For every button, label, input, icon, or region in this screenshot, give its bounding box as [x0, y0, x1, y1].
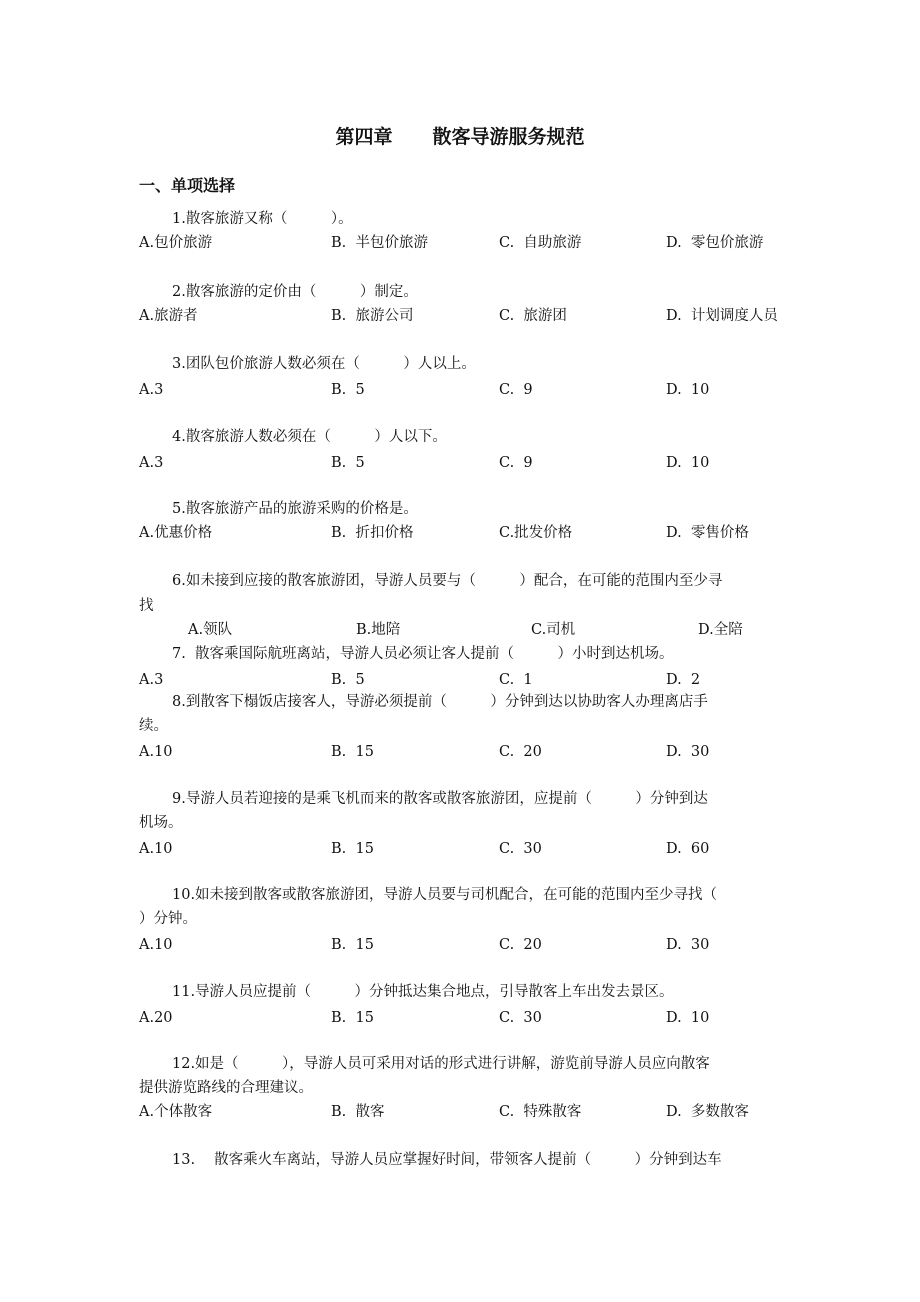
question-text: 11.导游人员应提前（ ）分钟抵达集合地点，引导散客上车出发去景区。 [172, 984, 674, 1000]
question-text-continued: 机场。 [139, 815, 183, 831]
chapter-name: 散客导游服务规范 [432, 126, 585, 148]
question-text: 5.散客旅游产品的旅游采购的价格是。 [172, 501, 418, 517]
answer-option-c: C.司机 [531, 622, 576, 638]
section-heading: 一、单项选择 [139, 176, 236, 195]
answer-option-d: D. 60 [666, 841, 710, 857]
answer-option-c: C. 1 [499, 672, 533, 688]
question-text: 12.如是（ ），导游人员可采用对话的形式进行讲解，游览前导游人员应向散客 [172, 1056, 710, 1072]
answer-option-a: A.10 [139, 937, 173, 953]
answer-option-c: C. 旅游团 [499, 308, 567, 324]
answer-option-c: C. 20 [499, 744, 542, 760]
question-text-continued: 提供游览路线的合理建议。 [139, 1080, 313, 1096]
answer-option-d: D. 零售价格 [666, 525, 749, 541]
chapter-title [0, 122, 920, 149]
answer-option-b: B. 5 [331, 672, 365, 688]
answer-option-a: A.3 [139, 455, 164, 471]
answer-option-a: A.3 [139, 382, 164, 398]
answer-option-a: A.领队 [188, 622, 233, 638]
question-text: 7. 散客乘国际航班离站，导游人员必须让客人提前（ ）小时到达机场。 [172, 646, 674, 662]
answer-option-d: D. 10 [666, 1010, 710, 1026]
answer-option-b: B. 半包价旅游 [331, 235, 428, 251]
answer-option-b: B. 15 [331, 937, 374, 953]
answer-option-d: D. 10 [666, 455, 710, 471]
question-text: 2.散客旅游的定价由（ ）制定。 [172, 284, 418, 300]
question-text-continued: ）分钟。 [139, 911, 197, 927]
answer-option-a: A.优惠价格 [139, 525, 213, 541]
answer-option-d: D. 2 [666, 672, 701, 688]
answer-option-d: D. 计划调度人员 [666, 308, 778, 324]
answer-option-d: D. 多数散客 [666, 1104, 749, 1120]
answer-option-a: A.个体散客 [139, 1104, 213, 1120]
answer-option-b: B. 散客 [331, 1104, 385, 1120]
answer-option-c: C. 9 [499, 455, 533, 471]
question-text: 4.散客旅游人数必须在（ ）人以下。 [172, 429, 447, 445]
answer-option-a: A.10 [139, 841, 173, 857]
answer-option-b: B. 5 [331, 382, 365, 398]
question-text: 1.散客旅游又称（ ）。 [172, 211, 353, 227]
answer-option-d: D. 30 [666, 937, 710, 953]
question-text: 9.导游人员若迎接的是乘飞机而来的散客或散客旅游团，应提前（ ）分钟到达 [172, 791, 708, 807]
answer-option-a: A.旅游者 [139, 308, 198, 324]
question-text: 3.团队包价旅游人数必须在（ ）人以上。 [172, 356, 476, 372]
answer-option-d: D.全陪 [698, 622, 743, 638]
answer-option-c: C. 自助旅游 [499, 235, 582, 251]
answer-option-d: D. 10 [666, 382, 710, 398]
answer-option-a: A.3 [139, 672, 164, 688]
question-text: 10.如未接到散客或散客旅游团，导游人员要与司机配合，在可能的范围内至少寻找（ [172, 887, 718, 903]
answer-option-b: B. 15 [331, 744, 374, 760]
answer-option-b: B.地陪 [356, 622, 401, 638]
question-text: 6.如未接到应接的散客旅游团，导游人员要与（ ）配合，在可能的范围内至少寻 [172, 573, 723, 589]
question-text-continued: 续。 [139, 718, 168, 734]
answer-option-b: B. 折扣价格 [331, 525, 414, 541]
question-text: 13. 散客乘火车离站，导游人员应掌握好时间，带领客人提前（ ）分钟到达车 [172, 1152, 722, 1168]
answer-option-b: B. 15 [331, 841, 374, 857]
answer-option-c: C.批发价格 [499, 525, 573, 541]
answer-option-d: D. 30 [666, 744, 710, 760]
answer-option-a: A.包价旅游 [139, 235, 213, 251]
answer-option-a: A.20 [139, 1010, 173, 1026]
answer-option-c: C. 特殊散客 [499, 1104, 582, 1120]
answer-option-b: B. 旅游公司 [331, 308, 414, 324]
answer-option-c: C. 9 [499, 382, 533, 398]
answer-option-c: C. 30 [499, 841, 542, 857]
question-text-continued: 找 [139, 598, 154, 614]
answer-option-c: C. 20 [499, 937, 542, 953]
answer-option-c: C. 30 [499, 1010, 542, 1026]
answer-option-b: B. 5 [331, 455, 365, 471]
answer-option-b: B. 15 [331, 1010, 374, 1026]
answer-option-a: A.10 [139, 744, 173, 760]
question-text: 8.到散客下榻饭店接客人，导游必须提前（ ）分钟到达以协助客人办理离店手 [172, 694, 708, 710]
answer-option-d: D. 零包价旅游 [666, 235, 764, 251]
chapter-number: 第四章 [335, 126, 393, 148]
